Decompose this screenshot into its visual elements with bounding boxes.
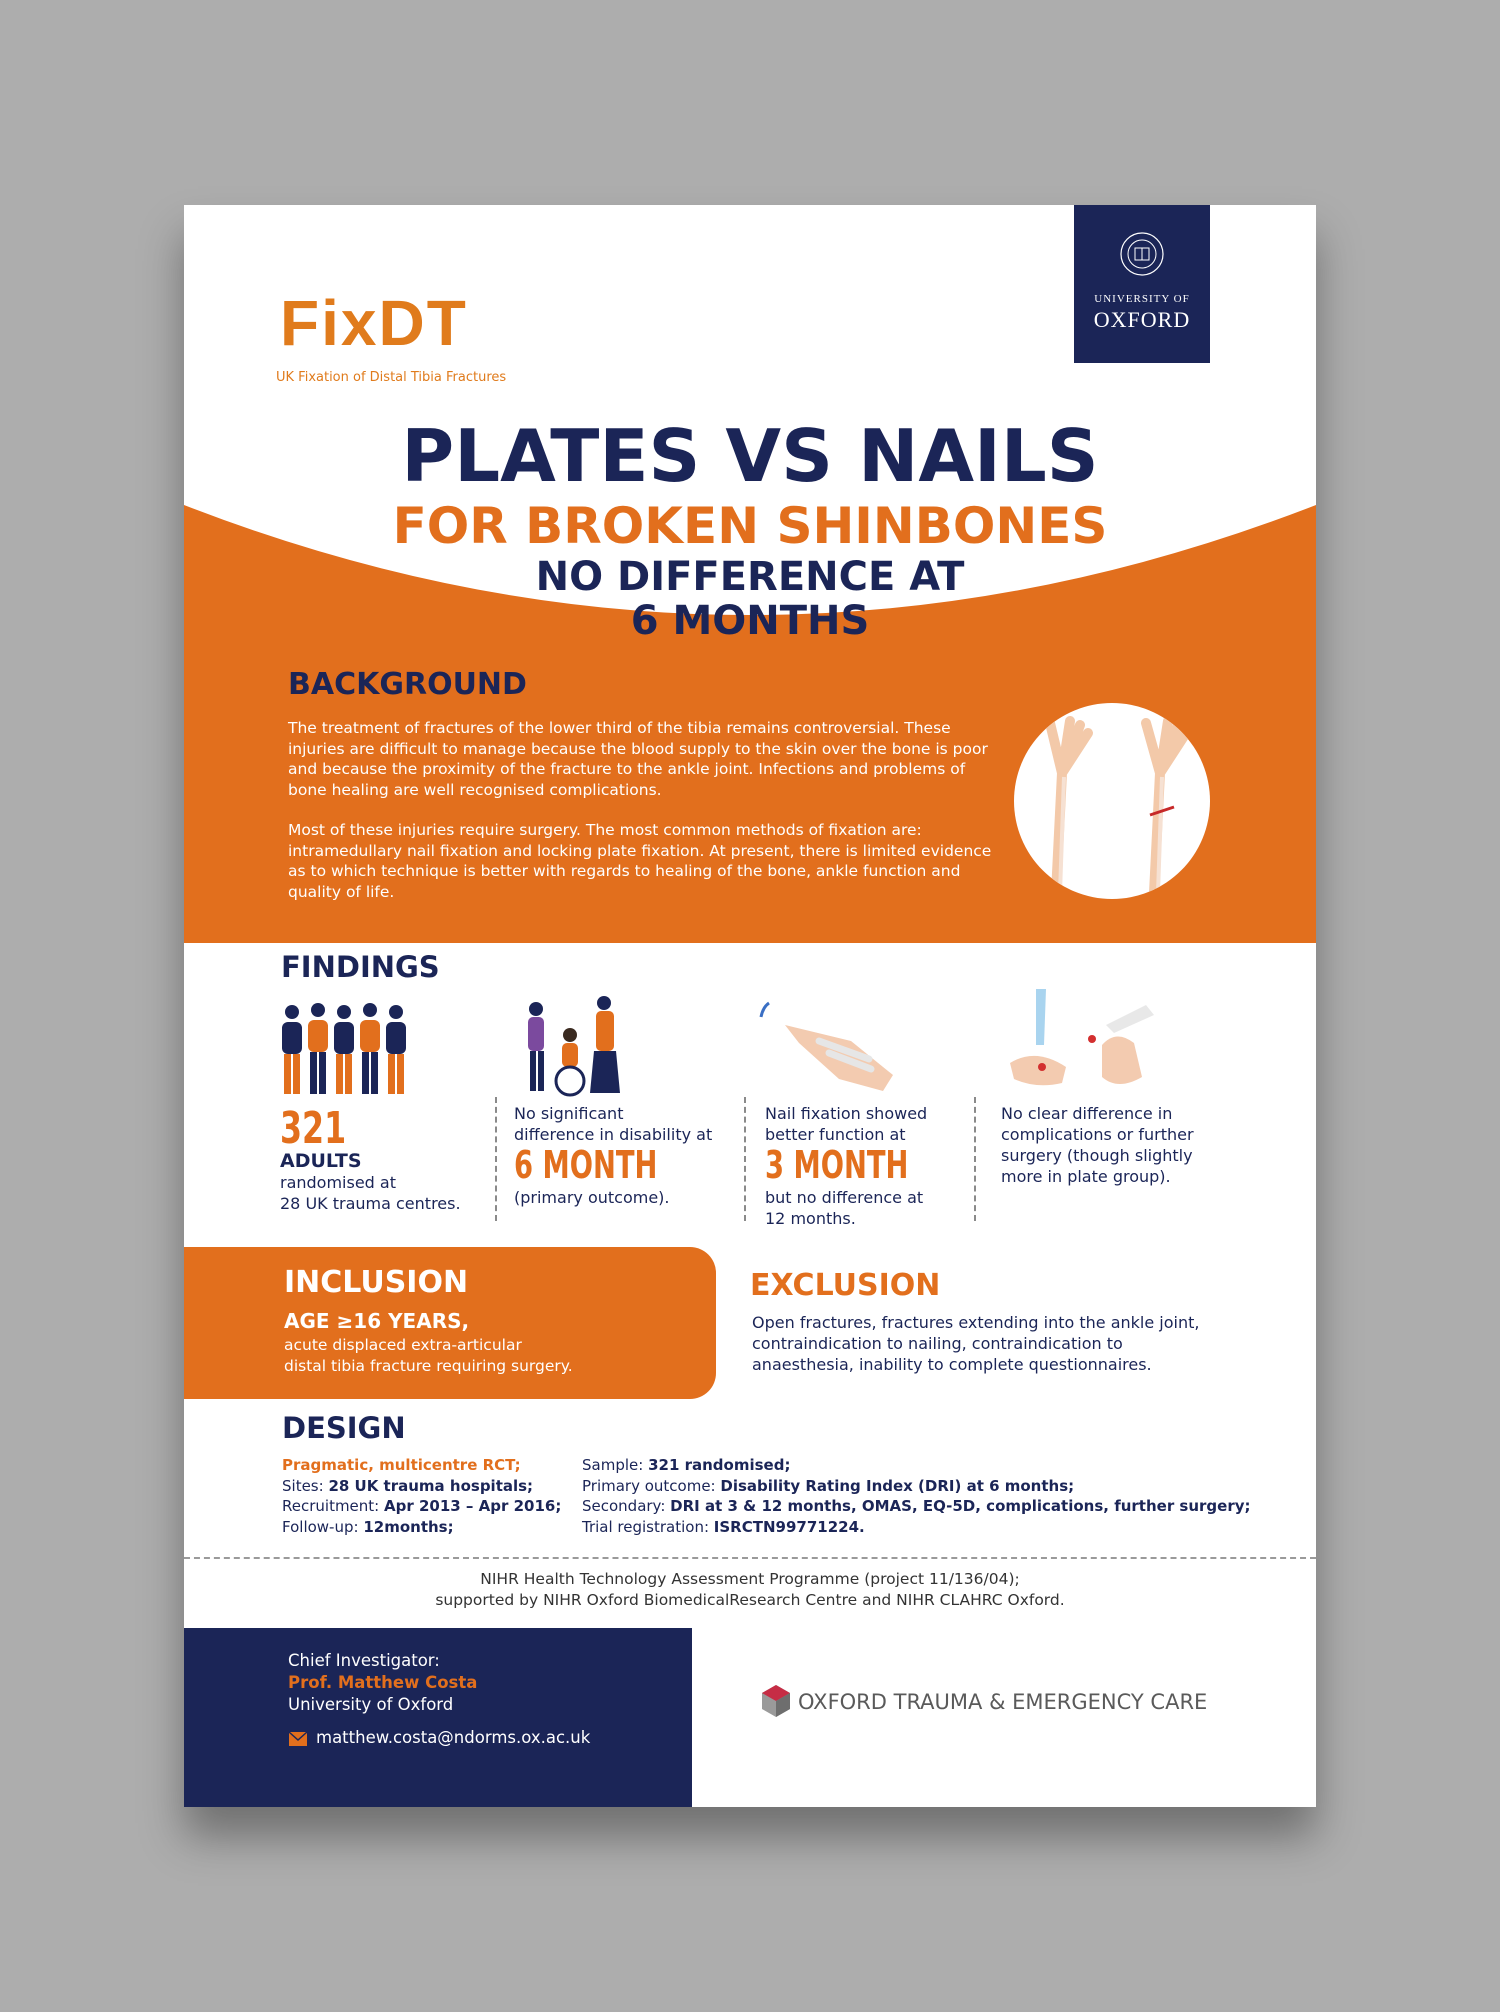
contact-panel: [184, 1628, 692, 1807]
findings-heading: FINDINGS: [281, 950, 440, 984]
finding-321-number: 321: [280, 1103, 347, 1154]
oxford-crest-icon: [1119, 231, 1165, 277]
headline-line3: NO DIFFERENCE AT: [535, 554, 965, 600]
wheelchair-group-icon: [520, 995, 632, 1099]
finding-col1-text1: randomised at: [280, 1173, 396, 1193]
finding-col3-text3: but no difference at: [765, 1187, 924, 1207]
envelope-icon: [288, 1731, 308, 1747]
finding-3month-big: 3 MONTH: [765, 1143, 909, 1187]
contact-email[interactable]: matthew.costa@ndorms.ox.ac.uk: [316, 1728, 591, 1747]
finding-col3-text4: 12 months.: [765, 1208, 856, 1228]
exclusion-text2: contraindication to nailing, contraindication to: [752, 1334, 1123, 1353]
exclusion-heading: EXCLUSION: [750, 1268, 941, 1303]
design-recruitment: Recruitment: Apr 2013 – Apr 2016;: [282, 1497, 562, 1515]
oxford-logo: [1074, 205, 1210, 363]
inclusion-text: [284, 1335, 573, 1376]
finding-col3-text2: better function at: [765, 1125, 906, 1144]
finding-col2-text1: No significant: [514, 1104, 624, 1123]
finding-col4-text1: No clear difference in: [1001, 1104, 1173, 1123]
design-followup: Follow-up: 12months;: [282, 1517, 454, 1536]
exclusion-text3: anaesthesia, inability to complete questionnaires.: [752, 1355, 1152, 1374]
fixdt-logo: FixDT: [280, 287, 468, 359]
design-right: [582, 1455, 1251, 1537]
design-primary: Primary outcome: Disability Rating Index (DRI) at 6 months;: [582, 1476, 1075, 1495]
design-sample: Sample: 321 randomised;: [582, 1456, 791, 1474]
contact-name: Prof. Matthew Costa: [288, 1673, 478, 1692]
finding-col4-text4: more in plate group).: [1001, 1167, 1171, 1186]
oxford-line1: UNIVERSITY OF: [1094, 293, 1190, 305]
contact-role: Chief Investigator:: [288, 1651, 440, 1670]
headline-line4: 6 MONTHS: [630, 598, 870, 644]
finding-col1-text2: 28 UK trauma centres.: [280, 1194, 461, 1214]
finding-6month-big: 6 MONTH: [514, 1143, 658, 1187]
background-heading: BACKGROUND: [288, 667, 527, 702]
finding-col-3: [765, 1103, 944, 1229]
people-group-icon: [278, 1000, 418, 1100]
poster: [184, 205, 1316, 1807]
funding-line2: supported by NIHR Oxford BiomedicalResearch Centre and NIHR CLAHRC Oxford.: [435, 1591, 1065, 1609]
otec-cube-icon: [758, 1683, 794, 1719]
finding-col2-text2: difference in disability at: [514, 1125, 713, 1144]
design-sites: Sites: 28 UK trauma hospitals;: [282, 1476, 534, 1495]
background-para2: Most of these injuries require surgery. The most common methods of fixation are: intramedullary nail fixation and locking plate fixation. At present, there is limited evidence as to which technique is better with regards to healing of the bone, ankle function and quality of life.: [288, 821, 992, 901]
hand-bones-icon: [759, 995, 907, 1095]
otec-name: OXFORD TRAUMA & EMERGENCY CARE: [798, 1690, 1208, 1714]
headline-title: PLATES VS NAILS: [401, 414, 1099, 498]
funding-divider: [184, 1557, 1316, 1559]
finding-col3-text1: Nail fixation showed: [765, 1104, 928, 1123]
inclusion-box: [184, 1247, 716, 1399]
fixdt-subtitle: UK Fixation of Distal Tibia Fractures: [276, 370, 507, 385]
arm-bones-icon: [1014, 703, 1210, 899]
finding-adults-label: ADULTS: [280, 1150, 362, 1173]
finding-col4-text3: surgery (though slightly: [1001, 1146, 1193, 1165]
inclusion-heading: INCLUSION: [284, 1265, 469, 1300]
finding-col4-text2: complications or further: [1001, 1125, 1194, 1144]
exclusion-text1: Open fractures, fractures extending into the ankle joint,: [752, 1313, 1200, 1332]
finding-col-1: [280, 1105, 461, 1214]
funding-line1: NIHR Health Technology Assessment Programme (project 11/136/04);: [480, 1570, 1020, 1588]
design-secondary: Secondary: DRI at 3 & 12 months, OMAS, EQ-5D, complications, further surgery;: [582, 1497, 1251, 1515]
oxford-line2: OXFORD: [1093, 307, 1191, 332]
finding-divider-3: [974, 1097, 976, 1221]
exclusion-text: [752, 1312, 1199, 1375]
design-trial: Trial registration: ISRCTN99771224.: [582, 1517, 865, 1536]
finding-divider-2: [744, 1097, 746, 1221]
design-heading: DESIGN: [282, 1411, 406, 1445]
finding-col-4: [1001, 1103, 1194, 1187]
headline-subtitle: FOR BROKEN SHINBONES: [392, 497, 1108, 555]
funding-text: [184, 1569, 1316, 1611]
inclusion-text2: distal tibia fracture requiring surgery.: [284, 1356, 573, 1375]
inclusion-age: AGE ≥16 YEARS,: [284, 1309, 470, 1333]
design-left: [282, 1455, 561, 1537]
contact-org: University of Oxford: [288, 1695, 454, 1714]
finding-col2-text3: (primary outcome).: [514, 1187, 670, 1207]
finding-divider-1: [495, 1097, 497, 1221]
design-type: Pragmatic, multicentre RCT;: [282, 1456, 521, 1474]
finding-col-2: [514, 1103, 712, 1208]
background-para1: The treatment of fractures of the lower third of the tibia remains controversial. These injuries are difficult to manage because the blood supply to the skin over the bone is poor and because the proximity of the fracture to the ankle joint. Infections and problems of bone healing are well recognised complications.: [288, 719, 988, 799]
bandage-hands-icon: [1006, 985, 1176, 1095]
inclusion-text1: acute displaced extra-articular: [284, 1336, 522, 1354]
arm-fracture-illustration: [1014, 703, 1210, 899]
